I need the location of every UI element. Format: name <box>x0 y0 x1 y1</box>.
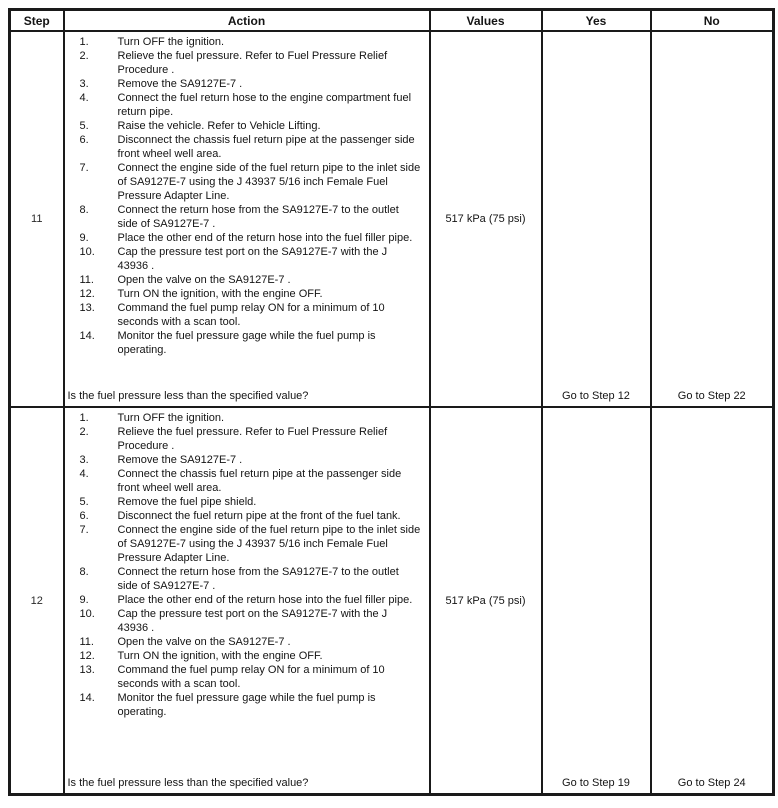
action-item-number: 13. <box>79 664 95 676</box>
action-item <box>80 35 425 49</box>
action-item-number: 13. <box>79 302 95 314</box>
action-item <box>80 607 425 635</box>
action-item-text: Connect the return hose from the SA9127E-7 to the outlet side of SA9127E-7 . <box>117 204 399 230</box>
action-item-text: Connect the engine side of the fuel return pipe to the inlet side of SA9127E-7 using the J 43937 5/16 inch Female Fuel Pressure Adapter Line. <box>117 524 421 564</box>
no-cell: Go to Step 22 <box>651 31 774 407</box>
header-row <box>10 10 774 32</box>
action-item <box>80 273 425 287</box>
action-item-text: Cap the pressure test port on the SA9127E-7 with the J 43936 . <box>117 246 388 272</box>
action-item <box>80 509 425 523</box>
action-item <box>80 523 425 565</box>
action-item-number: 14. <box>79 692 95 704</box>
action-item-number: 6. <box>79 510 89 522</box>
action-item-number: 3. <box>79 454 89 466</box>
action-item-text: Cap the pressure test port on the SA9127E-7 with the J 43936 . <box>117 608 388 634</box>
header-action: Action <box>64 10 430 32</box>
action-item-text: Raise the vehicle. Refer to Vehicle Lifting. <box>117 120 321 132</box>
action-item-text: Relieve the fuel pressure. Refer to Fuel Pressure Relief Procedure . <box>117 426 388 452</box>
action-item-number: 2. <box>79 50 89 62</box>
action-item-number: 7. <box>79 524 89 536</box>
action-item-number: 9. <box>79 232 89 244</box>
action-item <box>80 231 425 245</box>
action-list <box>65 411 425 719</box>
action-item-number: 11. <box>79 636 94 648</box>
action-item-text: Disconnect the chassis fuel return pipe at the passenger side front wheel well area. <box>117 134 415 160</box>
action-item-number: 5. <box>79 120 89 132</box>
action-item-number: 7. <box>79 162 89 174</box>
action-item-number: 8. <box>79 566 89 578</box>
action-question: Is the fuel pressure less than the specified value? <box>67 777 309 789</box>
action-item-number: 12. <box>79 288 95 300</box>
action-item <box>80 565 425 593</box>
action-item-text: Place the other end of the return hose into the fuel filler pipe. <box>117 594 413 606</box>
action-item <box>80 593 425 607</box>
no-cell: Go to Step 24 <box>651 407 774 795</box>
action-item <box>80 411 425 425</box>
action-cell <box>64 31 430 407</box>
action-item-text: Open the valve on the SA9127E-7 . <box>117 274 291 286</box>
action-item-text: Connect the fuel return hose to the engine compartment fuel return pipe. <box>117 92 412 118</box>
action-item-number: 3. <box>79 78 89 90</box>
action-item <box>80 663 425 691</box>
action-item <box>80 329 425 357</box>
table-body <box>10 31 774 795</box>
action-item-number: 4. <box>79 92 89 104</box>
action-item <box>80 77 425 91</box>
action-item-number: 1. <box>79 36 89 48</box>
yes-cell: Go to Step 12 <box>542 31 651 407</box>
header-values: Values <box>430 10 542 32</box>
values-cell: 517 kPa (75 psi) <box>430 31 542 407</box>
action-item-number: 1. <box>79 412 89 424</box>
action-item <box>80 119 425 133</box>
action-item-text: Turn ON the ignition, with the engine OFF. <box>117 650 323 662</box>
action-cell <box>64 407 430 795</box>
step-number: 11 <box>10 31 64 407</box>
action-item <box>80 453 425 467</box>
action-item <box>80 49 425 77</box>
action-item <box>80 287 425 301</box>
action-item-number: 12. <box>79 650 95 662</box>
header-step: Step <box>10 10 64 32</box>
action-item-text: Remove the fuel pipe shield. <box>117 496 257 508</box>
action-item <box>80 161 425 203</box>
action-item <box>80 467 425 495</box>
action-item-text: Command the fuel pump relay ON for a minimum of 10 seconds with a scan tool. <box>117 664 385 690</box>
action-item-text: Relieve the fuel pressure. Refer to Fuel Pressure Relief Procedure . <box>117 50 388 76</box>
action-item-number: 6. <box>79 134 89 146</box>
diagnostic-table <box>8 8 775 796</box>
action-item-text: Monitor the fuel pressure gage while the fuel pump is operating. <box>117 330 376 356</box>
action-item <box>80 495 425 509</box>
table-row <box>10 407 774 795</box>
action-item <box>80 649 425 663</box>
action-item-text: Command the fuel pump relay ON for a minimum of 10 seconds with a scan tool. <box>117 302 385 328</box>
action-question: Is the fuel pressure less than the specified value? <box>67 390 309 402</box>
header-no: No <box>651 10 774 32</box>
action-item-number: 5. <box>79 496 89 508</box>
action-item-text: Turn OFF the ignition. <box>117 412 225 424</box>
action-item <box>80 425 425 453</box>
action-item <box>80 203 425 231</box>
action-item-text: Connect the return hose from the SA9127E-7 to the outlet side of SA9127E-7 . <box>117 566 399 592</box>
action-item-number: 4. <box>79 468 89 480</box>
action-item-text: Remove the SA9127E-7 . <box>117 454 243 466</box>
action-item <box>80 301 425 329</box>
yes-cell: Go to Step 19 <box>542 407 651 795</box>
action-item-text: Turn ON the ignition, with the engine OFF. <box>117 288 323 300</box>
action-item-text: Monitor the fuel pressure gage while the fuel pump is operating. <box>117 692 376 718</box>
action-item-text: Disconnect the fuel return pipe at the front of the fuel tank. <box>117 510 401 522</box>
action-item-number: 10. <box>79 246 95 258</box>
action-item-number: 9. <box>79 594 89 606</box>
action-item-number: 14. <box>79 330 95 342</box>
table-row <box>10 31 774 407</box>
action-item-text: Place the other end of the return hose into the fuel filler pipe. <box>117 232 413 244</box>
action-item-text: Remove the SA9127E-7 . <box>117 78 243 90</box>
values-cell: 517 kPa (75 psi) <box>430 407 542 795</box>
header-yes: Yes <box>542 10 651 32</box>
action-item-text: Connect the chassis fuel return pipe at the passenger side front wheel well area. <box>117 468 402 494</box>
action-item <box>80 691 425 719</box>
action-item-text: Turn OFF the ignition. <box>117 36 225 48</box>
action-item-text: Connect the engine side of the fuel return pipe to the inlet side of SA9127E-7 using the J 43937 5/16 inch Female Fuel Pressure Adapter Line. <box>117 162 421 202</box>
action-item <box>80 133 425 161</box>
action-item <box>80 245 425 273</box>
action-item-number: 11. <box>79 274 94 286</box>
action-item-number: 2. <box>79 426 89 438</box>
action-item-number: 8. <box>79 204 89 216</box>
step-number: 12 <box>10 407 64 795</box>
action-item-number: 10. <box>79 608 95 620</box>
action-list <box>65 35 425 357</box>
action-item <box>80 91 425 119</box>
action-item <box>80 635 425 649</box>
action-item-text: Open the valve on the SA9127E-7 . <box>117 636 291 648</box>
